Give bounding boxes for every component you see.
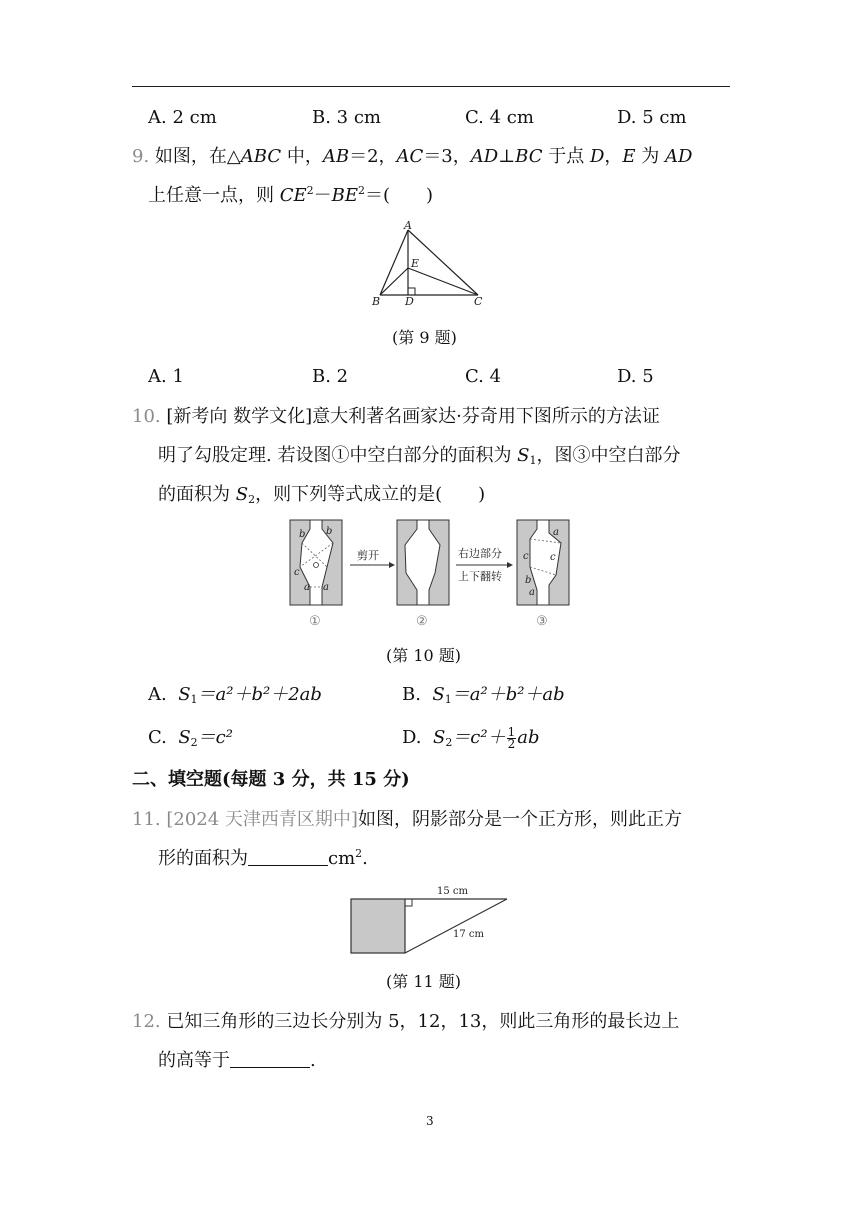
label-B: B [372, 295, 381, 308]
q9-option-c: C. 4 [465, 366, 502, 387]
q9-text: ＝( ) [365, 185, 434, 206]
q11-text: 如图，阴影部分是一个正方形，则此正方 [357, 809, 682, 830]
q9-text: ， [604, 146, 623, 167]
q10-text: [新考向 数学文化]意大利著名画家达·芬奇用下图所示的方法证 [166, 406, 660, 427]
q10-ab: ab [517, 727, 540, 748]
fig1-a-right: a [323, 582, 329, 593]
q11-line-2 [158, 847, 368, 871]
q9-text: 为 [635, 146, 665, 167]
q11-line-1 [132, 808, 682, 832]
q10-option-label: A. [148, 684, 167, 705]
q10-option-label: C. [148, 727, 167, 748]
q9-ce: CE [279, 185, 307, 206]
fig1-b-right: b [326, 526, 333, 537]
q9-d: D [589, 146, 605, 167]
q12-answer-blank[interactable] [230, 1051, 310, 1068]
arrow-flip [456, 546, 513, 583]
q9-number: 9. [132, 146, 150, 167]
q9-text: 上任意一点，则 [148, 185, 280, 206]
q10-option-label: B. [402, 684, 421, 705]
q11-source: [2024 天津西青区期中] [166, 809, 358, 830]
fig-num-2: ② [416, 614, 428, 629]
q12-number: 12. [132, 1011, 161, 1032]
q10-text: ，图③中空白部分 [536, 445, 681, 466]
q9-ad2: AD [664, 146, 693, 167]
label-C: C [474, 295, 483, 308]
q8-option-b: B. 3 cm [312, 107, 381, 128]
q10-option-a [148, 683, 322, 707]
fig1-b-left: b [299, 529, 306, 540]
half-fraction [507, 724, 517, 751]
q10-s: S [178, 684, 191, 705]
top-rule [132, 86, 730, 87]
arrow-flip-top: 右边部分 [458, 547, 502, 560]
q12-text: 的高等于 [158, 1050, 230, 1071]
q9-option-d: D. 5 [617, 366, 654, 387]
label-E: E [411, 257, 420, 270]
arrow-flip-bottom: 上下翻转 [458, 570, 502, 583]
arrow-cut [350, 549, 395, 568]
q9-perp: ⊥ [498, 146, 516, 167]
q12-line-2 [158, 1049, 316, 1073]
q9-text: 于点 [542, 146, 590, 167]
fig1-a-left: a [304, 582, 310, 593]
q9-abc: ABC [240, 146, 282, 167]
q10-number: 10. [132, 406, 161, 427]
q9-ab: AB [322, 146, 350, 167]
q9-text: 中， [281, 146, 323, 167]
q9-be: BE [331, 185, 359, 206]
q9-minus: － [313, 185, 332, 206]
q9-exp: 2 [358, 184, 366, 197]
q10-text: ，则下列等式成立的是( ) [255, 484, 486, 505]
q9-text: ＝3， [423, 146, 471, 167]
q10-option-d [402, 726, 540, 750]
q10-s: S [432, 727, 446, 748]
q10-text: 明了勾股定理. 若设图①中空白部分的面积为 [158, 445, 518, 466]
q11-number: 11. [132, 809, 161, 830]
shaded-square [351, 899, 405, 953]
q10-sub: 2 [190, 736, 198, 749]
q10-s: S [235, 484, 249, 505]
fig3-a-bottom: a [529, 587, 535, 598]
page-number: 3 [426, 1114, 434, 1128]
fig-num-3: ③ [536, 614, 548, 629]
q11-text: 形的面积为 [158, 848, 248, 869]
fig3-c-left: c [523, 551, 529, 562]
q9-exp: 2 [306, 184, 314, 197]
q9-ac: AC [396, 146, 424, 167]
q10-s: S [517, 445, 530, 466]
q9-line-2 [148, 184, 433, 208]
arrow-cut-label: 剪开 [357, 549, 379, 562]
q11-unit-exp: 2 [355, 847, 363, 860]
figure-3 [517, 520, 569, 605]
q10-option-c [148, 726, 233, 750]
q10-option-b [402, 683, 565, 707]
q9-line-1 [132, 145, 692, 169]
frac-num: 1 [507, 724, 516, 739]
fig3-c-right: c [550, 552, 556, 563]
frac-den: 2 [507, 736, 516, 751]
q8-option-c: C. 4 cm [465, 107, 534, 128]
q9-bc: BC [515, 146, 543, 167]
label-15cm: 15 cm [437, 886, 468, 897]
q10-sub: 2 [248, 493, 256, 506]
q8-option-d: D. 5 cm [617, 107, 687, 128]
q9-triangle-figure [360, 220, 500, 310]
q11-answer-blank[interactable] [248, 849, 328, 866]
q9-option-b: B. 2 [312, 366, 349, 387]
section-2-title: 二、填空题(每题 3 分，共 15 分) [132, 769, 410, 790]
q10-s: S [178, 727, 191, 748]
label-A: A [404, 220, 412, 232]
q9-text: 如图，在△ [154, 146, 241, 167]
q9-ad: AD [470, 146, 499, 167]
q10-sub: 1 [529, 454, 537, 467]
q12-line-1 [132, 1010, 679, 1034]
q10-line-3 [158, 483, 485, 507]
q10-line-1 [132, 405, 660, 429]
figure-2 [397, 520, 449, 605]
q12-text: 已知三角形的三边长分别为 5，12，13，则此三角形的最长边上 [166, 1011, 680, 1032]
q10-option-label: D. [402, 727, 422, 748]
fig3-a-top: a [553, 527, 559, 538]
q10-option-c-rhs: ＝c² [197, 727, 233, 748]
q8-option-a: A. 2 cm [148, 107, 217, 128]
fig1-c-left: c [294, 567, 300, 578]
q9-text: ＝2， [349, 146, 397, 167]
q12-text: . [310, 1050, 316, 1071]
q10-line-2 [158, 444, 681, 468]
q10-sub: 1 [444, 693, 452, 706]
q11-text: . [362, 848, 368, 869]
q10-sub: 2 [445, 736, 453, 749]
q10-sub: 1 [190, 693, 198, 706]
q10-davinci-figure [285, 515, 575, 630]
fig-num-1: ① [309, 614, 321, 629]
q11-square-figure [345, 882, 515, 957]
q10-option-b-rhs: ＝a²＋b²＋ab [451, 684, 565, 705]
label-17cm: 17 cm [453, 929, 484, 940]
q9-caption: (第 9 题) [392, 328, 457, 347]
fig3-b-left: b [525, 575, 532, 586]
q9-option-a: A. 1 [148, 366, 184, 387]
figure-1 [290, 520, 342, 605]
q10-caption: (第 10 题) [386, 646, 462, 665]
q11-caption: (第 11 题) [386, 972, 462, 991]
q10-s: S [432, 684, 445, 705]
q10-option-d-rhs: ＝c²＋ [452, 727, 506, 748]
q10-text: 的面积为 [158, 484, 236, 505]
q10-option-a-rhs: ＝a²＋b²＋2ab [197, 684, 322, 705]
label-D: D [405, 295, 414, 308]
q9-e: E [622, 146, 636, 167]
q11-unit: cm [328, 848, 356, 869]
